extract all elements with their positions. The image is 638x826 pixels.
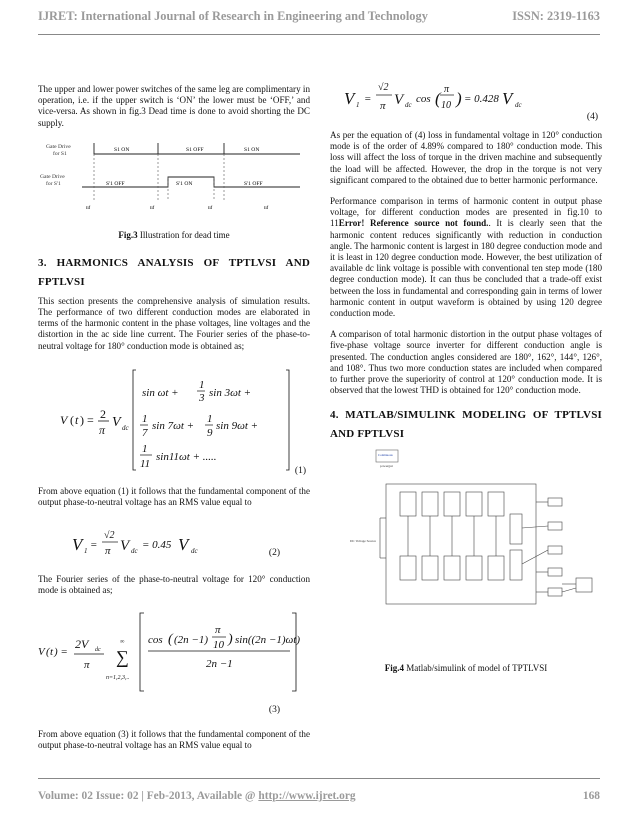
svg-text:1: 1 bbox=[356, 101, 360, 109]
page-footer bbox=[38, 790, 600, 802]
fig4-simulink-model bbox=[330, 448, 602, 648]
svg-text:dc: dc bbox=[191, 547, 198, 556]
journal-title: IJRET: International Journal of Research in Engineering and Technology bbox=[38, 9, 428, 23]
svg-text:sin((2n −1)ωt): sin((2n −1)ωt) bbox=[235, 633, 301, 646]
fig3-s1p-off-1: S'1 OFF bbox=[106, 180, 125, 187]
right-paragraph-2 bbox=[330, 196, 602, 319]
svg-text:dc: dc bbox=[131, 547, 138, 556]
svg-text:11: 11 bbox=[140, 457, 151, 470]
left-column bbox=[38, 84, 310, 761]
svg-text:cos: cos bbox=[416, 93, 431, 105]
svg-text:dc: dc bbox=[122, 423, 129, 432]
right-paragraph-2b: . It is clearly seen that the harmonic content reduces significantly with reduction in conduction angle. The harmonic content is largest in 180 degree conduction mode and it is least in 120 degree conduction mode. However, the best utilization of available dc link voltage is possible with conventional ten step mode (180 degree conduction mode). It can thus be concluded that a trade-off exist between the loss in fundamental and corresponding gain in terms of lower harmonic content in output waveform is obtained by using 120 degree conduction mode. bbox=[330, 218, 602, 319]
svg-text:2V: 2V bbox=[75, 636, 89, 651]
svg-text:V: V bbox=[60, 412, 68, 427]
equation-2-render bbox=[38, 518, 310, 566]
fig3-s1-pulse2 bbox=[224, 143, 300, 154]
fig3-s1-off: S1 OFF bbox=[186, 146, 204, 153]
right-column bbox=[330, 70, 602, 687]
equation-4-number: (4) bbox=[586, 112, 598, 122]
equation-3-render bbox=[38, 607, 310, 717]
right-paragraph-1: As per the equation of (4) loss in fundamental voltage in 120° conduction mode is of the order of 4.89% compared to 180° conduction mode. This loss will affect the loss of torque in the driven machine and subsequently the load will be affected. However, the drop in the torque is not very significant compared to the obtained due to better harmonic performance. bbox=[330, 130, 602, 185]
issn: ISSN: 2319-1163 bbox=[512, 9, 600, 23]
svg-text:V: V bbox=[394, 92, 404, 108]
equation-2 bbox=[38, 518, 310, 566]
svg-text:9: 9 bbox=[207, 426, 213, 439]
section3-title: 3. HARMONICS ANALYSIS OF TPTLVSI AND FPTLVSI bbox=[38, 256, 310, 288]
svg-text:sin ωt +: sin ωt + bbox=[142, 386, 179, 399]
svg-text:(: ( bbox=[168, 631, 173, 647]
header-rule bbox=[38, 34, 600, 35]
svg-text:10: 10 bbox=[441, 100, 451, 111]
svg-text:V: V bbox=[38, 645, 45, 658]
svg-text:cos: cos bbox=[148, 633, 163, 646]
svg-text:V: V bbox=[72, 535, 83, 555]
paragraph-after-eq3: From above equation (3) it follows that the fundamental component of the output phase-to-neutral voltage has an RMS value equal to bbox=[38, 728, 310, 750]
svg-text:∞: ∞ bbox=[120, 638, 125, 645]
svg-text:(: ( bbox=[46, 645, 50, 658]
reference-error-text: Error! Reference source not found. bbox=[338, 218, 489, 229]
svg-text:sin 7ωt +: sin 7ωt + bbox=[152, 419, 195, 432]
svg-text:n=1,2,3,..: n=1,2,3,.. bbox=[106, 674, 130, 681]
page-number: 168 bbox=[582, 790, 600, 802]
svg-text:dc: dc bbox=[95, 646, 101, 653]
paragraph-after-eq1: From above equation (1) it follows that the fundamental component of the output phase-to-neutral voltage has an RMS value equal to bbox=[38, 485, 310, 508]
footer-rule bbox=[38, 778, 600, 779]
fig3-gate1-label2: for S1 bbox=[53, 150, 67, 157]
fig3-caption bbox=[38, 230, 310, 240]
svg-text:sin 3ωt +: sin 3ωt + bbox=[209, 386, 252, 399]
svg-text:√2: √2 bbox=[378, 82, 389, 93]
section3-paragraph: This section presents the comprehensive analysis of simulation results. The performance of two different conduction modes are elaborated in terms of the harmonic content in the phase voltages, line voltages and the distortion in the ac side line current. The Fourier series of the phase-to-neutral voltage for 180° conduction mode is obtained as; bbox=[38, 295, 310, 351]
svg-text:1: 1 bbox=[142, 442, 148, 455]
svg-text:= 0.428: = 0.428 bbox=[464, 93, 499, 105]
svg-text:1: 1 bbox=[199, 378, 205, 391]
fig3-caption-text: Illustration for dead time bbox=[137, 229, 230, 240]
fig3-td-1: td bbox=[86, 204, 91, 211]
fig3-caption-label: Fig.3 bbox=[118, 229, 138, 240]
svg-text:√2: √2 bbox=[104, 530, 115, 542]
svg-text:sin11ωt + .....: sin11ωt + ..... bbox=[156, 450, 217, 463]
svg-text:dc: dc bbox=[405, 101, 412, 109]
equation-1 bbox=[38, 362, 310, 478]
right-paragraph-2a: Performance comparison in terms of harmonic content in output phase voltage, for different conduction modes are presented in fig.10 to 11 bbox=[330, 196, 602, 229]
equation-3 bbox=[38, 607, 310, 717]
svg-text:7: 7 bbox=[142, 426, 148, 439]
svg-text:10: 10 bbox=[213, 638, 224, 651]
footer-link[interactable]: http://www.ijret.org bbox=[258, 790, 356, 802]
fig4-caption-label: Fig.4 bbox=[384, 663, 404, 674]
fig3-s1p-off-2: S'1 OFF bbox=[244, 180, 263, 187]
equation-4-render bbox=[330, 70, 602, 124]
fig3-dead-time-diagram bbox=[38, 139, 310, 219]
svg-text:3: 3 bbox=[199, 391, 205, 404]
fig4-caption-text: Matlab/simulink of model of TPTLVSI bbox=[404, 663, 548, 674]
svg-text:=: = bbox=[364, 93, 372, 105]
equation-3-number: (3) bbox=[268, 704, 280, 715]
footer-volume bbox=[38, 790, 356, 802]
svg-text:dc: dc bbox=[515, 101, 522, 109]
svg-text:π: π bbox=[380, 100, 386, 112]
svg-text:(: ( bbox=[70, 412, 74, 427]
fig3-gate2-label: Gate Drive bbox=[40, 173, 65, 180]
fig3-s1-on-2: S1 ON bbox=[244, 146, 260, 153]
equation-2-number: (2) bbox=[268, 548, 280, 559]
svg-text:π: π bbox=[444, 84, 450, 95]
fig3-s1-on-1: S1 ON bbox=[114, 146, 130, 153]
svg-text:∑: ∑ bbox=[116, 646, 129, 667]
svg-text:2: 2 bbox=[100, 406, 106, 421]
equation-1-number: (1) bbox=[294, 465, 306, 476]
svg-text:V: V bbox=[502, 89, 513, 108]
paragraph-before-eq3: The Fourier series of the phase-to-neutral voltage for 120° conduction mode is obtained as; bbox=[38, 574, 310, 596]
svg-text:1: 1 bbox=[142, 412, 148, 425]
right-paragraph-3: A comparison of total harmonic distortion in the output phase voltages of five-phase voltage source inverter for different conduction angle is presented. The conduction angles considered are 180°, 162°, 144°, 126°, and 108°. Thus two more conduction states are included when compared to further prove the superiority of control at 120° conduction mode. It is observed that the lowest THD is obtained for 120° conduction mode. bbox=[330, 329, 602, 396]
svg-text:π: π bbox=[105, 545, 111, 558]
fig3-td-4: td bbox=[264, 204, 269, 211]
fig4-caption bbox=[330, 663, 602, 673]
svg-text:) =: ) = bbox=[54, 645, 68, 658]
section4-title: 4. MATLAB/SIMULINK MODELING OF TPTLVSI AND FPTLVSI bbox=[330, 409, 602, 441]
svg-text:V: V bbox=[112, 414, 121, 430]
fig3-gate1-label: Gate Drive bbox=[46, 143, 71, 150]
svg-text:t: t bbox=[50, 645, 54, 658]
svg-text:V: V bbox=[120, 538, 130, 555]
fig3-td-3: td bbox=[208, 204, 213, 211]
fig3-td-2: td bbox=[150, 204, 155, 211]
svg-text:V: V bbox=[178, 535, 189, 555]
svg-text:=: = bbox=[90, 539, 98, 552]
equation-1-render bbox=[38, 362, 310, 478]
svg-text:sin 9ωt +: sin 9ωt + bbox=[216, 419, 259, 432]
powergui-label-1: Continuous bbox=[378, 453, 393, 458]
footer-volume-text: Volume: 02 Issue: 02 | Feb-2013, Available @ bbox=[38, 790, 259, 802]
svg-text:): ) bbox=[228, 631, 233, 647]
svg-text:π: π bbox=[84, 658, 90, 671]
fig3-gate2-label2: for S'1 bbox=[46, 180, 61, 187]
fig3-s1p-on: S'1 ON bbox=[176, 180, 193, 187]
powergui-label-2: powergui bbox=[380, 464, 393, 469]
svg-text:= 0.45: = 0.45 bbox=[142, 539, 172, 552]
svg-text:π: π bbox=[99, 422, 106, 437]
svg-text:): ) bbox=[456, 89, 462, 108]
svg-text:1: 1 bbox=[207, 412, 213, 425]
equation-4 bbox=[330, 70, 602, 124]
svg-text:1: 1 bbox=[84, 547, 88, 556]
svg-text:) =: ) = bbox=[80, 412, 94, 427]
dc-source-label: DC Voltage Source bbox=[350, 539, 377, 544]
svg-text:π: π bbox=[215, 623, 221, 636]
svg-text:(2n −1): (2n −1) bbox=[174, 633, 209, 646]
page-header bbox=[38, 9, 600, 31]
svg-text:2n −1: 2n −1 bbox=[206, 657, 233, 670]
svg-text:(: ( bbox=[435, 89, 441, 108]
svg-text:V: V bbox=[344, 89, 355, 108]
intro-paragraph: The upper and lower power switches of the same leg are complimentary in operation, i.e. if the upper switch is ‘ON’ the lower must be ‘OFF,’ and vice-versa. As shown in fig.3 Dead time is done to avoid shorting the DC supply. bbox=[38, 84, 310, 128]
svg-text:t: t bbox=[75, 412, 79, 427]
